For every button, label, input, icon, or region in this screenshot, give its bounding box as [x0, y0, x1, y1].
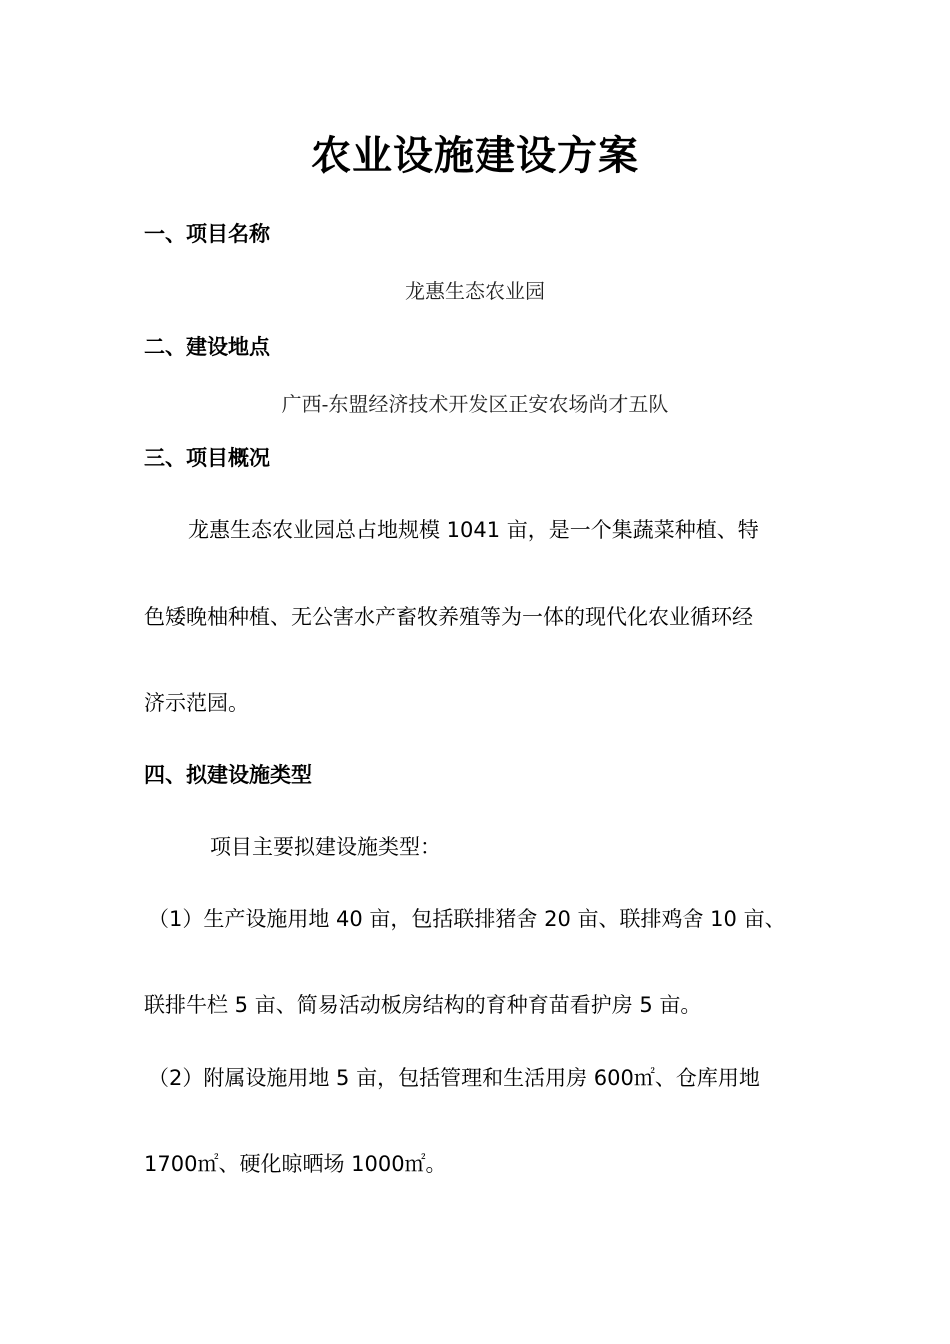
section-heading-location: 二、建设地点	[144, 335, 270, 359]
facility-intro: 项目主要拟建设施类型：	[210, 835, 441, 859]
document-title: 农业设施建设方案	[311, 133, 639, 179]
overview-line-2: 色矮晚柚种植、无公害水产畜牧养殖等为一体的现代化农业循环经	[144, 605, 753, 629]
facility-item-2-line-1: （2）附属设施用地 5 亩，包括管理和生活用房 600㎡、仓库用地	[148, 1066, 760, 1090]
facility-item-1-line-1: （1）生产设施用地 40 亩，包括联排猪舍 20 亩、联排鸡舍 10 亩、	[148, 907, 786, 931]
overview-line-1: 龙惠生态农业园总占地规模 1041 亩，是一个集蔬菜种植、特	[188, 518, 759, 542]
overview-line-3: 济示范园。	[144, 691, 249, 715]
location-value: 广西-东盟经济技术开发区正安农场尚才五队	[281, 392, 669, 416]
facility-item-2-line-2: 1700㎡、硬化晾晒场 1000㎡。	[144, 1152, 447, 1176]
section-heading-project-name: 一、项目名称	[144, 222, 270, 246]
section-heading-facility-types: 四、拟建设施类型	[144, 763, 312, 787]
section-heading-overview: 三、项目概况	[144, 446, 270, 470]
project-name-value: 龙惠生态农业园	[405, 279, 545, 303]
facility-item-1-line-2: 联排牛栏 5 亩、简易活动板房结构的育种育苗看护房 5 亩。	[144, 993, 702, 1017]
